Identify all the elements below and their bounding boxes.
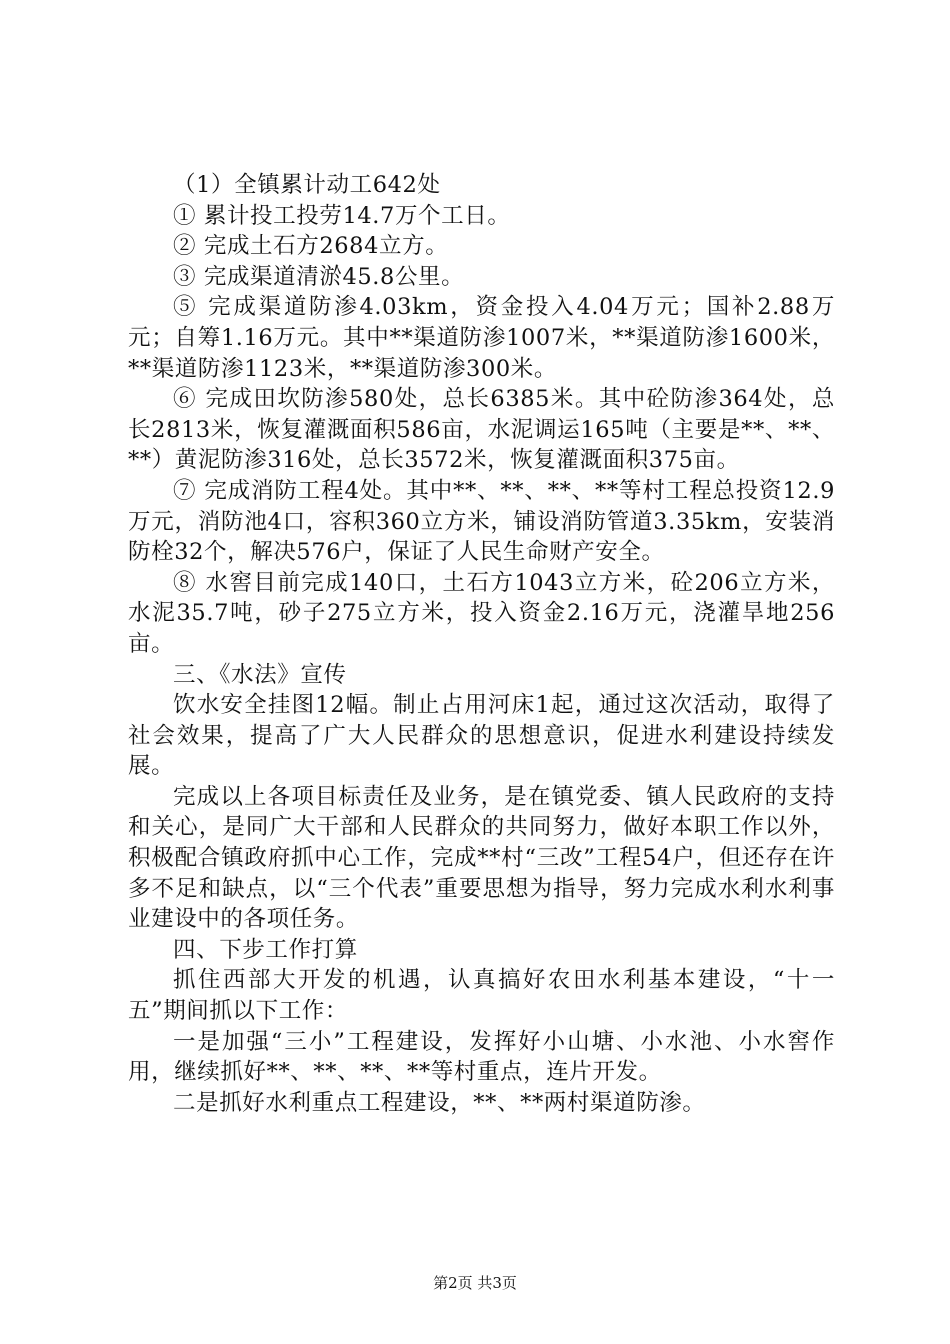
paragraph-7: ⑦ 完成消防工程4处。其中**、**、**、**等村工程总投资12.9万元，消防池4口，容积360立方米，铺设消防管道3.35km，安装消防栓32个，解决576户，保证了人民生命财产安全。 <box>128 477 835 566</box>
paragraph-2: ① 累计投工投劳14.7万个工日。 <box>173 202 511 229</box>
paragraph-8: ⑧ 水窖目前完成140口，土石方1043立方米，砼206立方米，水泥35.7吨，砂子275立方米，投入资金2.16万元，浇灌旱地256亩。 <box>128 569 835 657</box>
section-heading-3: 三、《水法》宣传 <box>173 661 347 688</box>
paragraph-3: ② 完成土石方2684立方。 <box>173 233 449 260</box>
paragraph-13: 抓住西部大开发的机遇，认真搞好农田水利基本建设，“十一五”期间抓以下工作： <box>128 967 835 1025</box>
paragraph-11: 完成以上各项目标责任及业务，是在镇党委、镇人民政府的支持和关心，是同广大干部和人民群众的共同努力，做好本职工作以外，积极配合镇政府抓中心工作，完成**村“三改”工程54户，但还存在许多不足和缺点，以“三个代表”重要思想为指导，努力完成水利水利事业建设中的各项任务。 <box>128 783 835 933</box>
paragraph-14: 一是加强“三小”工程建设，发挥好小山塘、小水池、小水窖作用，继续抓好**、**、**、**等村重点，连片开发。 <box>128 1028 835 1086</box>
paragraph-15: 二是抓好水利重点工程建设，**、**两村渠道防渗。 <box>173 1089 706 1116</box>
page-footer <box>0 1273 950 1293</box>
paragraph-1: （1）全镇累计动工642处 <box>173 172 441 198</box>
section-heading-4: 四、下步工作打算 <box>173 936 358 963</box>
document-body <box>128 170 835 1118</box>
paragraph-6: ⑥ 完成田坎防渗580处，总长6385米。其中砼防渗364处，总长2813米，恢复灌溉面积586亩，水泥调运165吨（主要是**、**、**）黄泥防渗316处，总长3572米，恢复灌溉面积375亩。 <box>128 386 835 474</box>
paragraph-10: 饮水安全挂图12幅。制止占用河床1起，通过这次活动，取得了社会效果，提高了广大人民群众的思想意识，促进水利建设持续发展。 <box>128 692 835 780</box>
paragraph-5: ⑤ 完成渠道防渗4.03km，资金投入4.04万元；国补2.88万元；自筹1.16万元。其中**渠道防渗1007米，**渠道防渗1600米，**渠道防渗1123米，**渠道防渗300米。 <box>128 294 835 382</box>
page-number-label: 第2页 共3页 <box>433 1274 517 1292</box>
paragraph-4: ③ 完成渠道清淤45.8公里。 <box>173 263 465 290</box>
